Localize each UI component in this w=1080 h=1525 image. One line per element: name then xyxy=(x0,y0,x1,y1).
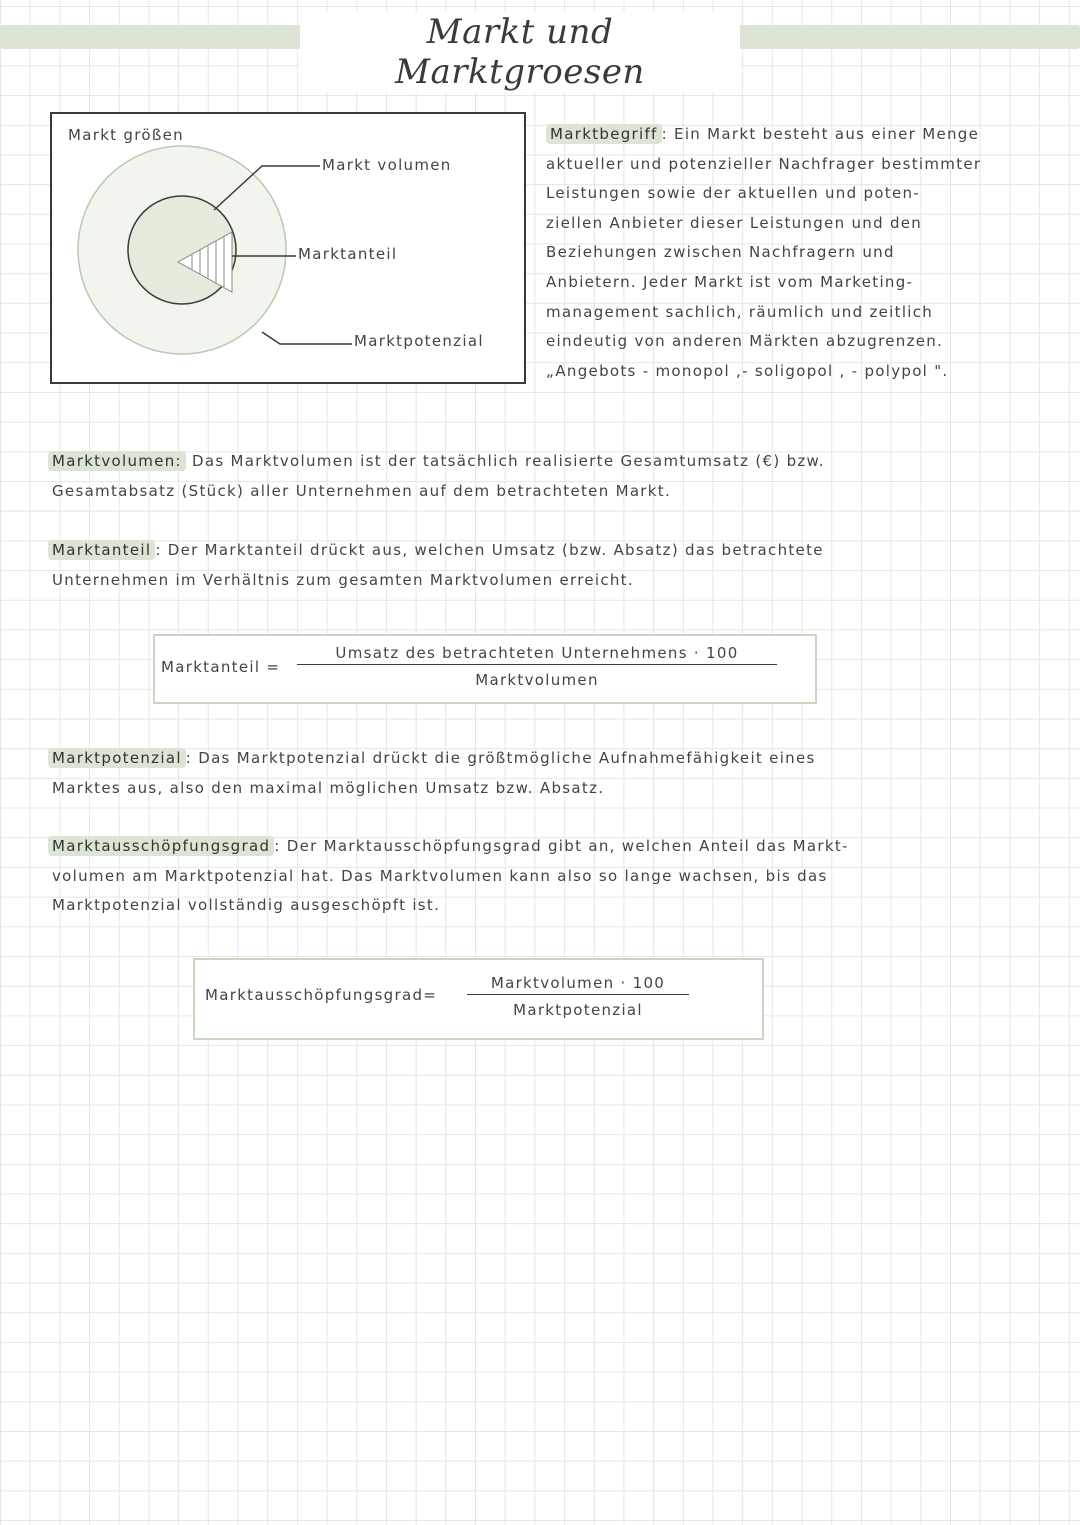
marktbegriff-line: management sachlich, räumlich und zeitlich xyxy=(546,302,934,321)
title-band-right xyxy=(705,25,1080,49)
formula-ausschoepfung-fraction xyxy=(467,974,689,1019)
marktanteil-line: Unternehmen im Verhältnis zum gesamten Marktvolumen erreicht. xyxy=(52,570,634,589)
formula-marktanteil-label: Marktanteil = xyxy=(161,658,281,676)
formula-ausschoepfung-box xyxy=(193,958,764,1040)
title-band-left xyxy=(0,25,320,49)
term-marktanteil: Marktanteil xyxy=(48,540,155,560)
term-marktbegriff: Marktbegriff xyxy=(546,124,662,144)
marktbegriff-line: Marktbegriff : Ein Markt besteht aus einer Menge xyxy=(546,120,1066,150)
formula-marktanteil-box xyxy=(153,634,817,704)
label-marktpotenzial: Marktpotenzial xyxy=(354,332,484,350)
market-diagram xyxy=(50,112,526,384)
marktbegriff-line: ziellen Anbieter dieser Leistungen und den xyxy=(546,213,923,232)
term-marktvolumen: Marktvolumen: xyxy=(48,451,186,471)
label-marktvolumen: Markt volumen xyxy=(322,156,452,174)
formula-marktanteil-numerator: Umsatz des betrachteten Unternehmens · 100 xyxy=(297,644,777,665)
marktbegriff-line: Leistungen sowie der aktuellen und poten- xyxy=(546,184,920,203)
formula-ausschoepfung-label: Marktausschöpfungsgrad= xyxy=(205,986,438,1004)
label-marktanteil: Marktanteil xyxy=(298,245,398,263)
marktbegriff-line: „Angebots - monopol ,- soligopol , - polypol ". xyxy=(546,361,949,380)
marktbegriff-line: eindeutig von anderen Märkten abzugrenzen. xyxy=(546,332,944,351)
leader-line-potenzial xyxy=(262,332,352,344)
term-ausschoepfung: Marktausschöpfungsgrad xyxy=(48,836,274,856)
formula-marktanteil-fraction xyxy=(297,644,777,689)
diagram-heading: Markt größen xyxy=(68,126,184,144)
marktanteil-paragraph: Marktanteil : Der Marktanteil drückt aus, welchen Umsatz (bzw. Absatz) das betrachtete Unternehmen im Verhältnis zum gesamten Marktvolumen erreicht. xyxy=(48,536,1048,595)
page-title: Markt und Marktgroesen xyxy=(300,12,740,92)
marktvolumen-line: Gesamtabsatz (Stück) aller Unternehmen auf dem betrachteten Markt. xyxy=(52,481,672,500)
formula-ausschoepfung-numerator: Marktvolumen · 100 xyxy=(467,974,689,995)
ausschoepfung-line: Marktpotenzial vollständig ausgeschöpft ist. xyxy=(52,896,441,915)
marktbegriff-line: Beziehungen zwischen Nachfragern und xyxy=(546,243,895,262)
marktpotenzial-line: Marktes aus, also den maximal möglichen Umsatz bzw. Absatz. xyxy=(52,778,605,797)
marktvolumen-paragraph: Marktvolumen: Das Marktvolumen ist der tatsächlich realisierte Gesamtumsatz (€) bzw. Gesamtabsatz (Stück) aller Unternehmen auf dem betrachteten Markt. xyxy=(48,447,1048,506)
marktpotenzial-paragraph: Marktpotenzial : Das Marktpotenzial drückt die größtmögliche Aufnahmefähigkeit eines Marktes aus, also den maximal möglichen Umsatz bzw. Absatz. xyxy=(48,744,1048,803)
formula-ausschoepfung-denominator: Marktpotenzial xyxy=(513,1001,643,1019)
term-marktpotenzial: Marktpotenzial xyxy=(48,748,186,768)
marktbegriff-line: aktueller und potenzieller Nachfrager bestimmter xyxy=(546,154,982,173)
ausschoepfung-line: volumen am Marktpotenzial hat. Das Marktvolumen kann also so lange wachsen, bis das xyxy=(52,866,828,885)
marktbegriff-paragraph xyxy=(546,120,1066,386)
ausschoepfung-paragraph: Marktausschöpfungsgrad : Der Marktausschöpfungsgrad gibt an, welchen Anteil das Markt- volumen am Marktpotenzial hat. Das Marktvolumen kann also so lange wachsen, bis das Marktpotenzial vollständig ausgeschöpft ist. xyxy=(48,832,1058,921)
marktbegriff-line: Anbietern. Jeder Markt ist vom Marketing- xyxy=(546,272,914,291)
formula-marktanteil-denominator: Marktvolumen xyxy=(475,671,599,689)
